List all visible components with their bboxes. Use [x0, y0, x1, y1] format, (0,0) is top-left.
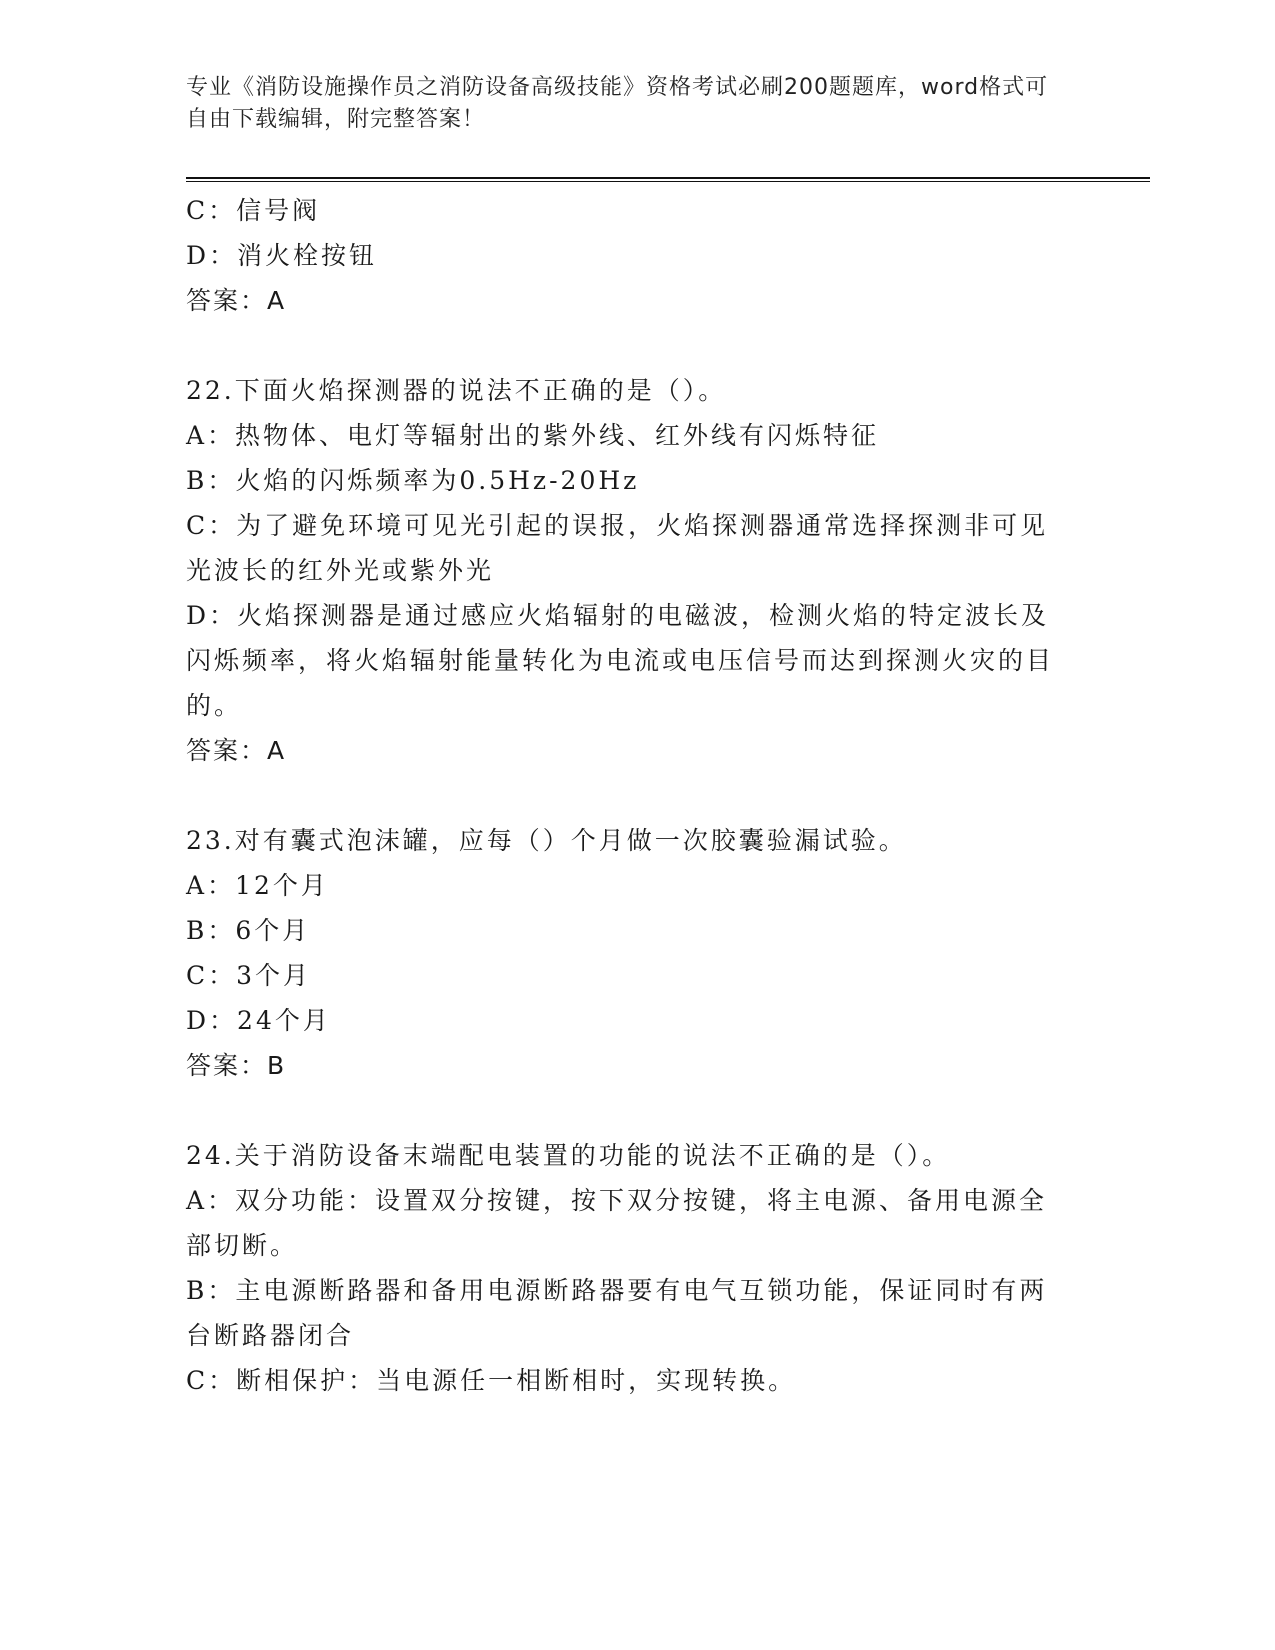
- answer-line: 答案：B: [186, 1051, 287, 1080]
- option-c: C：信号阀: [186, 196, 321, 225]
- option-c: C：为了避免环境可见光引起的误报，火焰探测器通常选择探测非可见光波长的红外光或紫外光: [186, 511, 1049, 585]
- header-divider: [186, 177, 1150, 182]
- option-a: A：12个月: [186, 871, 329, 900]
- option-b: B：6个月: [186, 916, 311, 945]
- option-b: B：主电源断路器和备用电源断路器要有电气互锁功能，保证同时有两台断路器闭合: [186, 1276, 1048, 1350]
- page-header: 专业《消防设施操作员之消防设备高级技能》资格考试必刷200题题库，word格式可自由下载编辑，附完整答案！: [186, 75, 1049, 132]
- question-stem: 23.对有囊式泡沫罐，应每（）个月做一次胶囊验漏试验。: [186, 826, 907, 855]
- option-d: D：24个月: [186, 1006, 331, 1035]
- previous-question-tail: [186, 188, 1066, 323]
- option-d: D：消火栓按钮: [186, 241, 378, 270]
- question-content: [186, 188, 1066, 1403]
- option-a: A：双分功能：设置双分按键，按下双分按键，将主电源、备用电源全部切断。: [186, 1186, 1048, 1260]
- question-spacer: [186, 773, 1066, 818]
- question-spacer: [186, 1088, 1066, 1133]
- answer-line: 答案：A: [186, 736, 287, 765]
- option-d: D：火焰探测器是通过感应火焰辐射的电磁波，检测火焰的特定波长及闪烁频率，将火焰辐射能量转化为电流或电压信号而达到探测火灾的目的。: [186, 601, 1055, 720]
- option-a: A：热物体、电灯等辐射出的紫外线、红外线有闪烁特征: [186, 421, 880, 450]
- question-stem: 24.关于消防设备末端配电装置的功能的说法不正确的是（）。: [186, 1141, 951, 1170]
- question-stem: 22.下面火焰探测器的说法不正确的是（）。: [186, 376, 727, 405]
- question-22: [186, 368, 1066, 773]
- question-24: [186, 1133, 1066, 1403]
- question-spacer: [186, 323, 1066, 368]
- option-b: B：火焰的闪烁频率为0.5Hz-20Hz: [186, 466, 640, 495]
- answer-line: 答案：A: [186, 286, 287, 315]
- option-c: C：断相保护：当电源任一相断相时，实现转换。: [186, 1366, 797, 1395]
- option-c: C：3个月: [186, 961, 312, 990]
- question-23: [186, 818, 1066, 1088]
